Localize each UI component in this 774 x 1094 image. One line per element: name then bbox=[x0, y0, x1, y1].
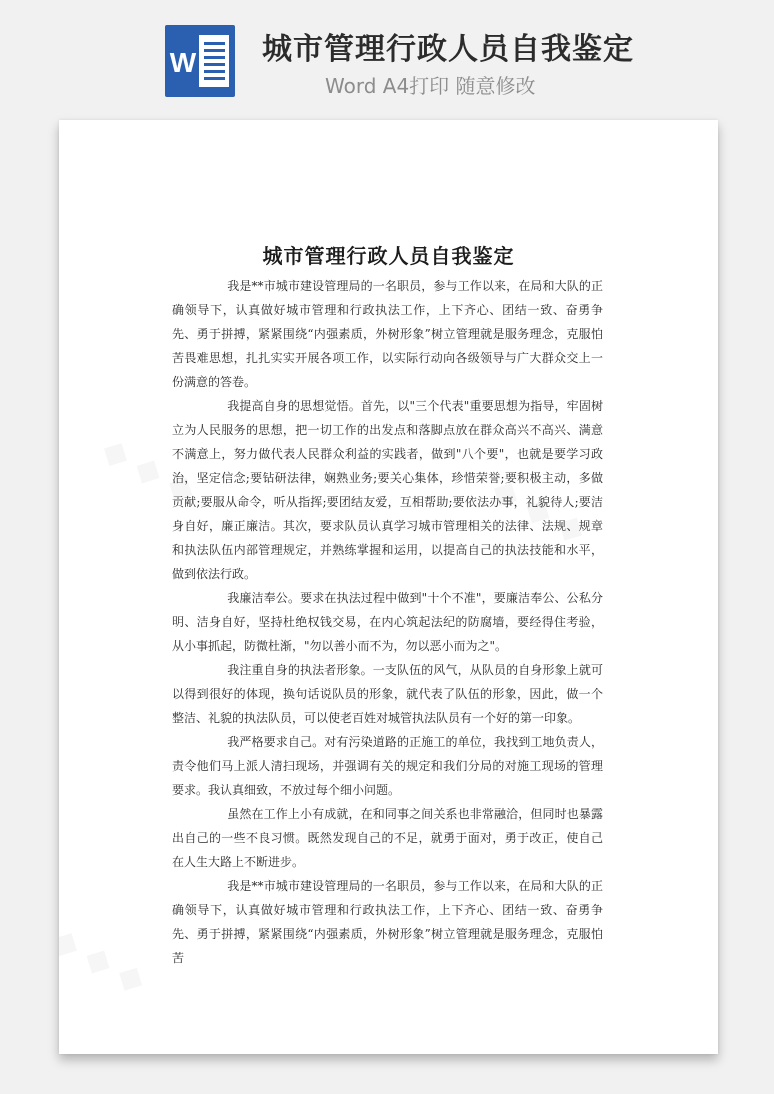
paragraph: 我是**市城市建设管理局的一名职员，参与工作以来，在局和大队的正确领导下，认真做好城市管理和行政执法工作，上下齐心、团结一致、奋勇争先、勇于拼搏，紧紧围绕“内强素质，外树形象”树立管理就是服务理念，克服怕苦畏难思想，扎扎实实开展各项工作，以实际行动向各级领导与广大群众交上一份满意的答卷。 bbox=[172, 279, 603, 389]
svg-text:W: W bbox=[169, 47, 197, 78]
header-banner bbox=[0, 0, 774, 110]
paragraph: 我注重自身的执法者形象。一支队伍的风气，从队员的自身形象上就可以得到很好的体现，换句话说队员的形象，就代表了队伍的形象，因此，做一个整洁、礼貌的执法队员，可以使老百姓对城管执法队员有一个好的第一印象。 bbox=[172, 663, 603, 725]
paragraph: 虽然在工作上小有成就，在和同事之间关系也非常融洽，但同时也暴露出自己的一些不良习惯。既然发现自己的不足，就勇于面对，勇于改正，使自己在人生大路上不断进步。 bbox=[172, 807, 603, 869]
paragraph: 我提高自身的思想觉悟。首先，以"三个代表"重要思想为指导，牢固树立为人民服务的思想，把一切工作的出发点和落脚点放在群众高兴不高兴、满意不满意上，努力做代表人民群众利益的实践者，做到"八个要"，也就是要学习政治，坚定信念;要钻研法律，娴熟业务;要关心集体，珍惜荣誉;要积极主动，多做贡献;要服从命令，听从指挥;要团结友爱，互相帮助;要依法办事，礼貌待人;要洁身自好，廉正廉洁。其次，要求队员认真学习城市管理相关的法律、法规、规章和执法队伍内部管理规定，并熟练掌握和运用，以提高自己的执法技能和水平，做到依法行政。 bbox=[172, 399, 603, 581]
document-body bbox=[172, 274, 603, 970]
document-title: 城市管理行政人员自我鉴定 bbox=[262, 244, 515, 268]
paragraph: 我廉洁奉公。要求在执法过程中做到"十个不准"，要廉洁奉公、公私分明、洁身自好，坚持杜绝权钱交易，在内心筑起法纪的防腐墙，要经得住考验，从小事抓起，防微杜渐，"勿以善小而不为，勿以恶小而为之"。 bbox=[172, 591, 603, 653]
document-page bbox=[59, 120, 718, 1054]
header-title: 城市管理行政人员自我鉴定 bbox=[262, 32, 634, 67]
paragraph: 我严格要求自己。对有污染道路的正施工的单位，我找到工地负责人，责令他们马上派人清扫现场，并强调有关的规定和我们分局的对施工现场的管理要求。我认真细致，不放过每个细小问题。 bbox=[172, 735, 603, 797]
watermark bbox=[59, 919, 153, 1001]
header-subtitle: Word A4打印 随意修改 bbox=[325, 74, 536, 98]
word-document-icon bbox=[165, 25, 235, 97]
paragraph: 我是**市城市建设管理局的一名职员，参与工作以来，在局和大队的正确领导下，认真做好城市管理和行政执法工作，上下齐心、团结一致、奋勇争先、勇于拼搏，紧紧围绕“内强素质，外树形象”树立管理就是服务理念，克服怕苦 bbox=[172, 879, 603, 965]
